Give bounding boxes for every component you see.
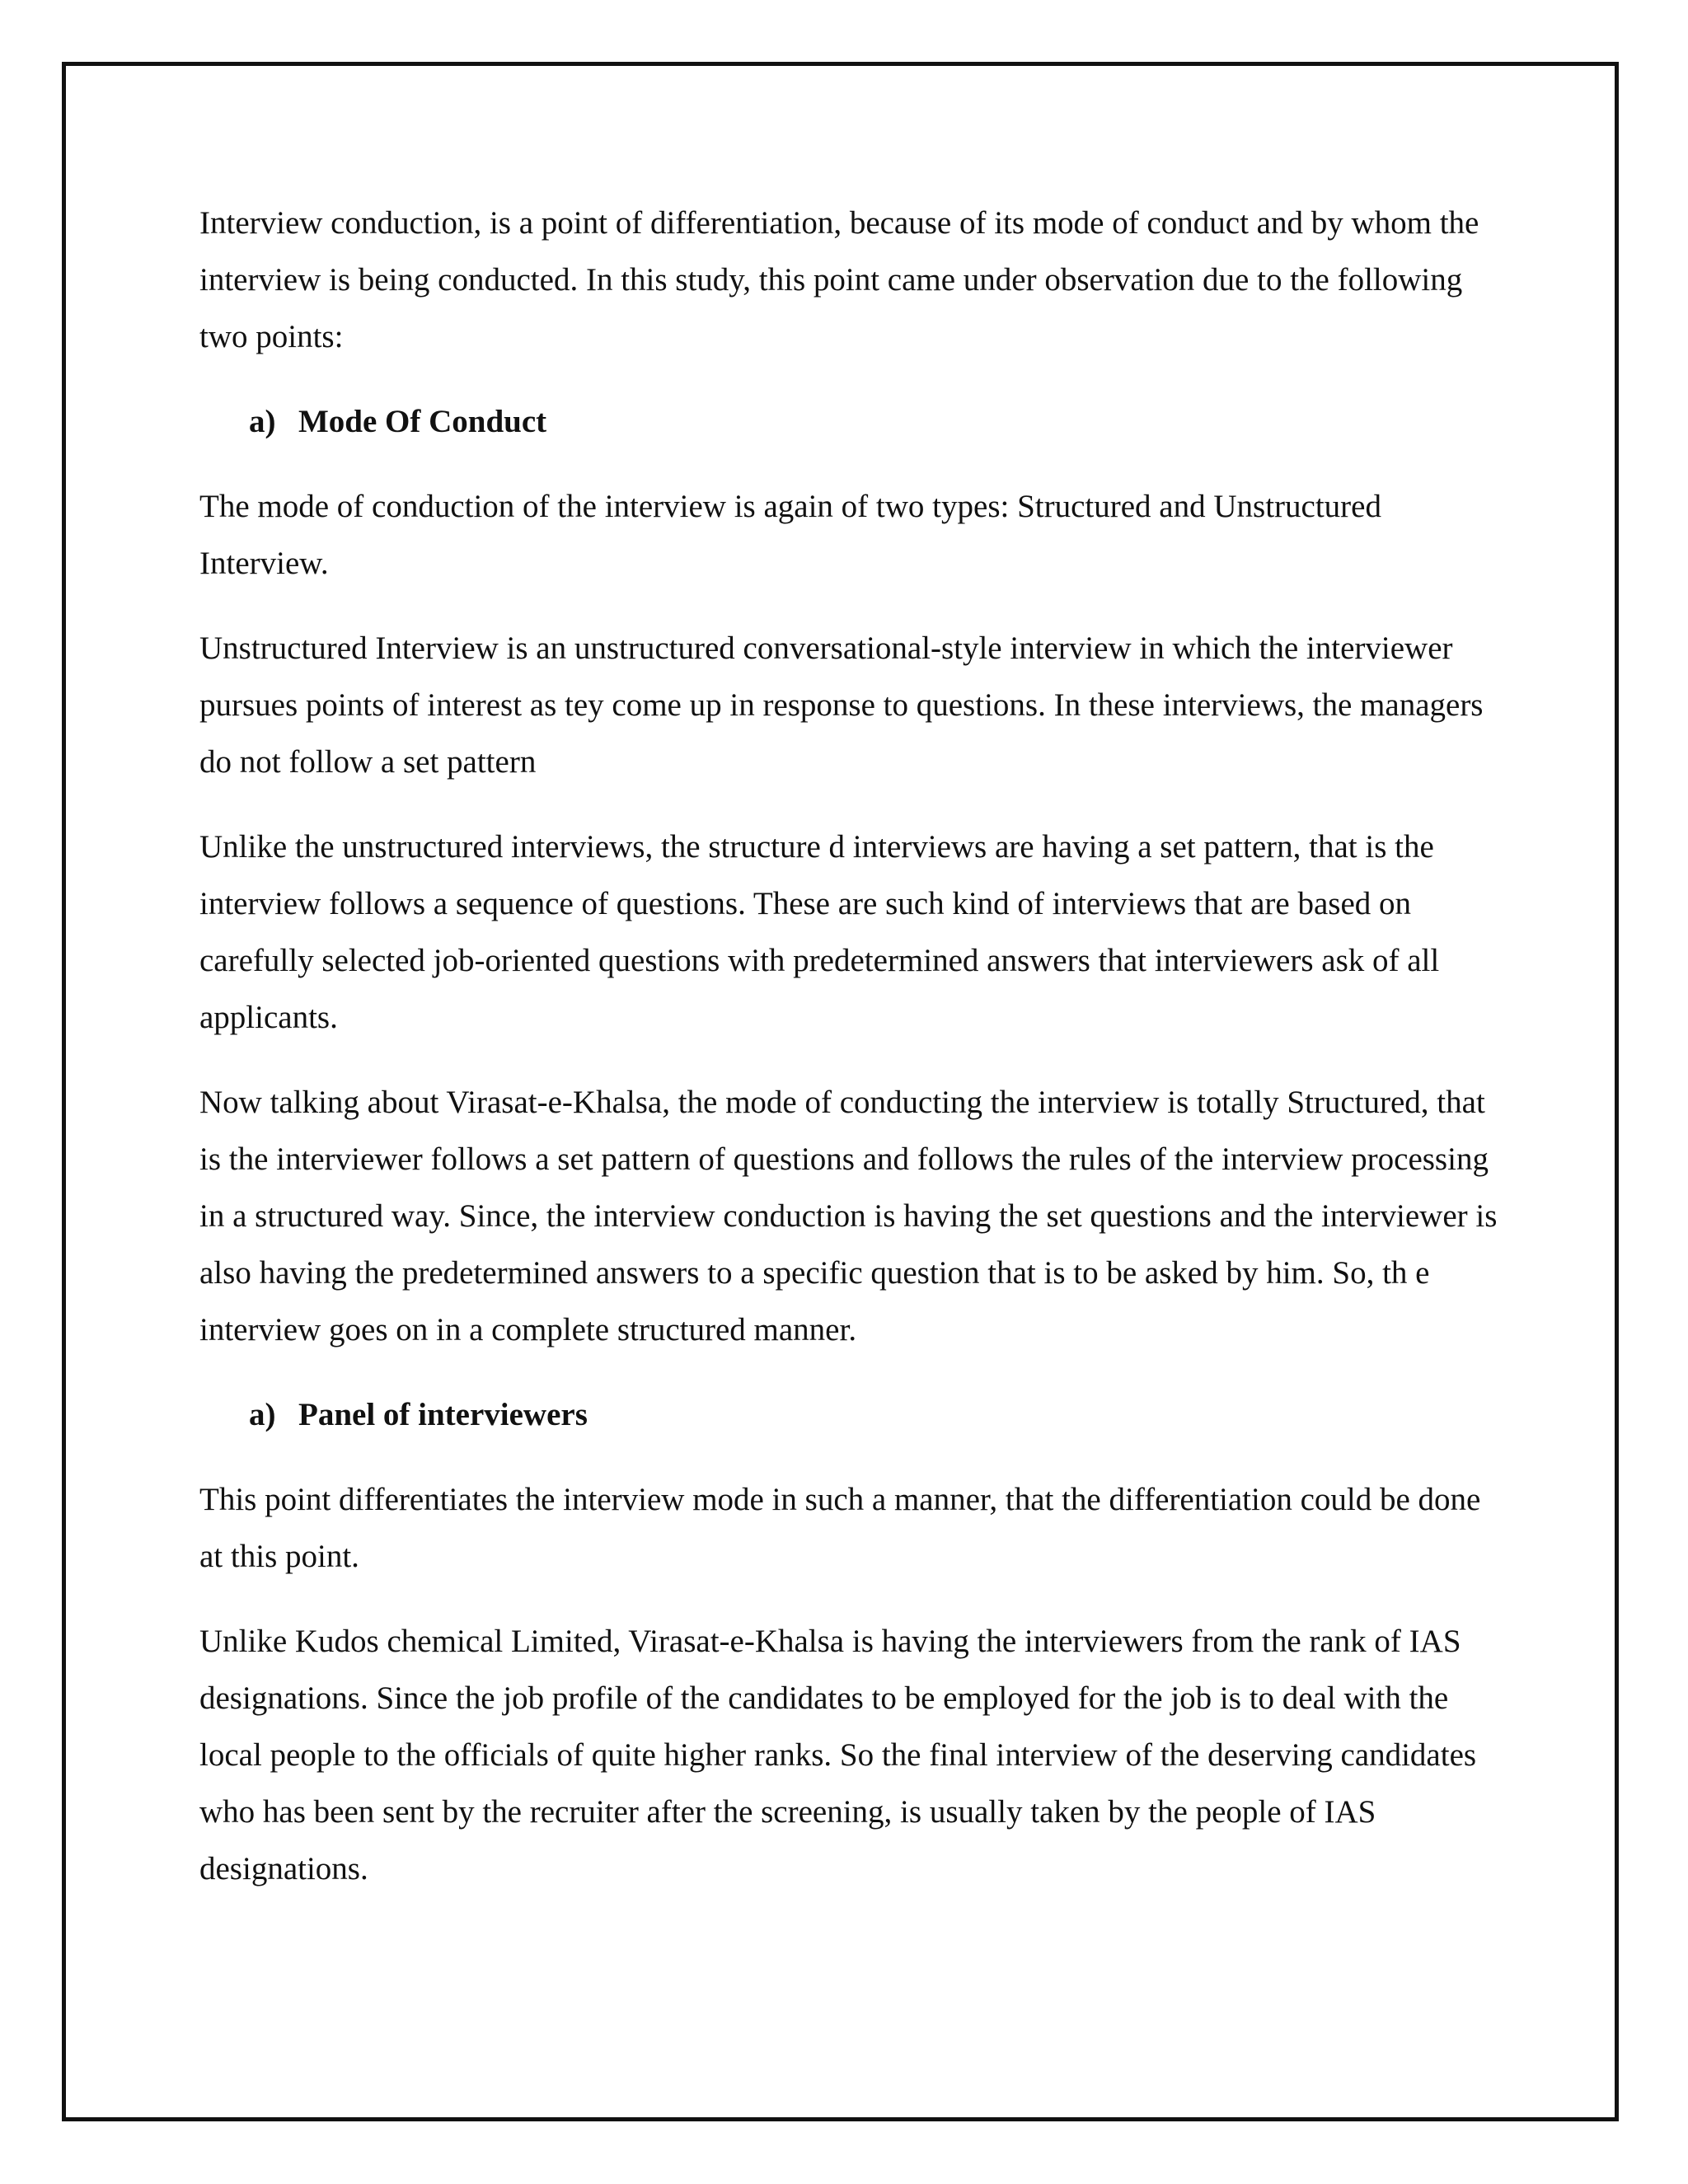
- paragraph-mode-types: The mode of conduction of the interview is again of two types: Structured and Unstructured Interview.: [199, 489, 1381, 581]
- heading-marker: a): [249, 404, 276, 439]
- heading-title: Mode Of Conduct: [298, 404, 547, 439]
- paragraph-structured: Unlike the unstructured interviews, the structure d interviews are having a set pattern, that is the interview follows a sequence of questions. These are such kind of interviews that are based on carefully selected job-oriented questions with predetermined answers that interviewers ask of all applicants.: [199, 829, 1440, 1035]
- paragraph-virasat: Now talking about Virasat-e-Khalsa, the mode of conducting the interview is totally Structured, that is the interviewer follows a set pattern of questions and follows the rules of the interview processing in a structured way. Since, the interview conduction is having the set questions and the interviewer is also having the predetermined answers to a specific question that is to be asked by him. So, th e interview goes on in a complete structured manner.: [199, 1085, 1498, 1347]
- paragraph-unstructured: Unstructured Interview is an unstructured conversational-style interview in which the interviewer pursues points of interest as tey come up in response to questions. In these interviews, the managers do not follow a set pattern: [199, 630, 1484, 780]
- document-body: [199, 194, 1502, 1925]
- paragraph-intro: Interview conduction, is a point of differentiation, because of its mode of conduct and by whom the interview is being conducted. In this study, this point came under observation due to the following two points:: [199, 205, 1479, 354]
- heading-title: Panel of interviewers: [298, 1397, 588, 1432]
- heading-panel-of-interviewers: [199, 1386, 1502, 1443]
- heading-marker: a): [249, 1397, 276, 1432]
- heading-mode-of-conduct: [199, 393, 1502, 450]
- paragraph-kudos: Unlike Kudos chemical Limited, Virasat-e-Khalsa is having the interviewers from the rank of IAS designations. Since the job profile of the candidates to be employed for the job is to deal with the local people to the officials of quite higher ranks. So the final interview of the deserving candidates who has been sent by the recruiter after the screening, is usually taken by the people of IAS designations.: [199, 1624, 1477, 1886]
- paragraph-panel-point: This point differentiates the interview mode in such a manner, that the differentiation could be done at this point.: [199, 1482, 1481, 1574]
